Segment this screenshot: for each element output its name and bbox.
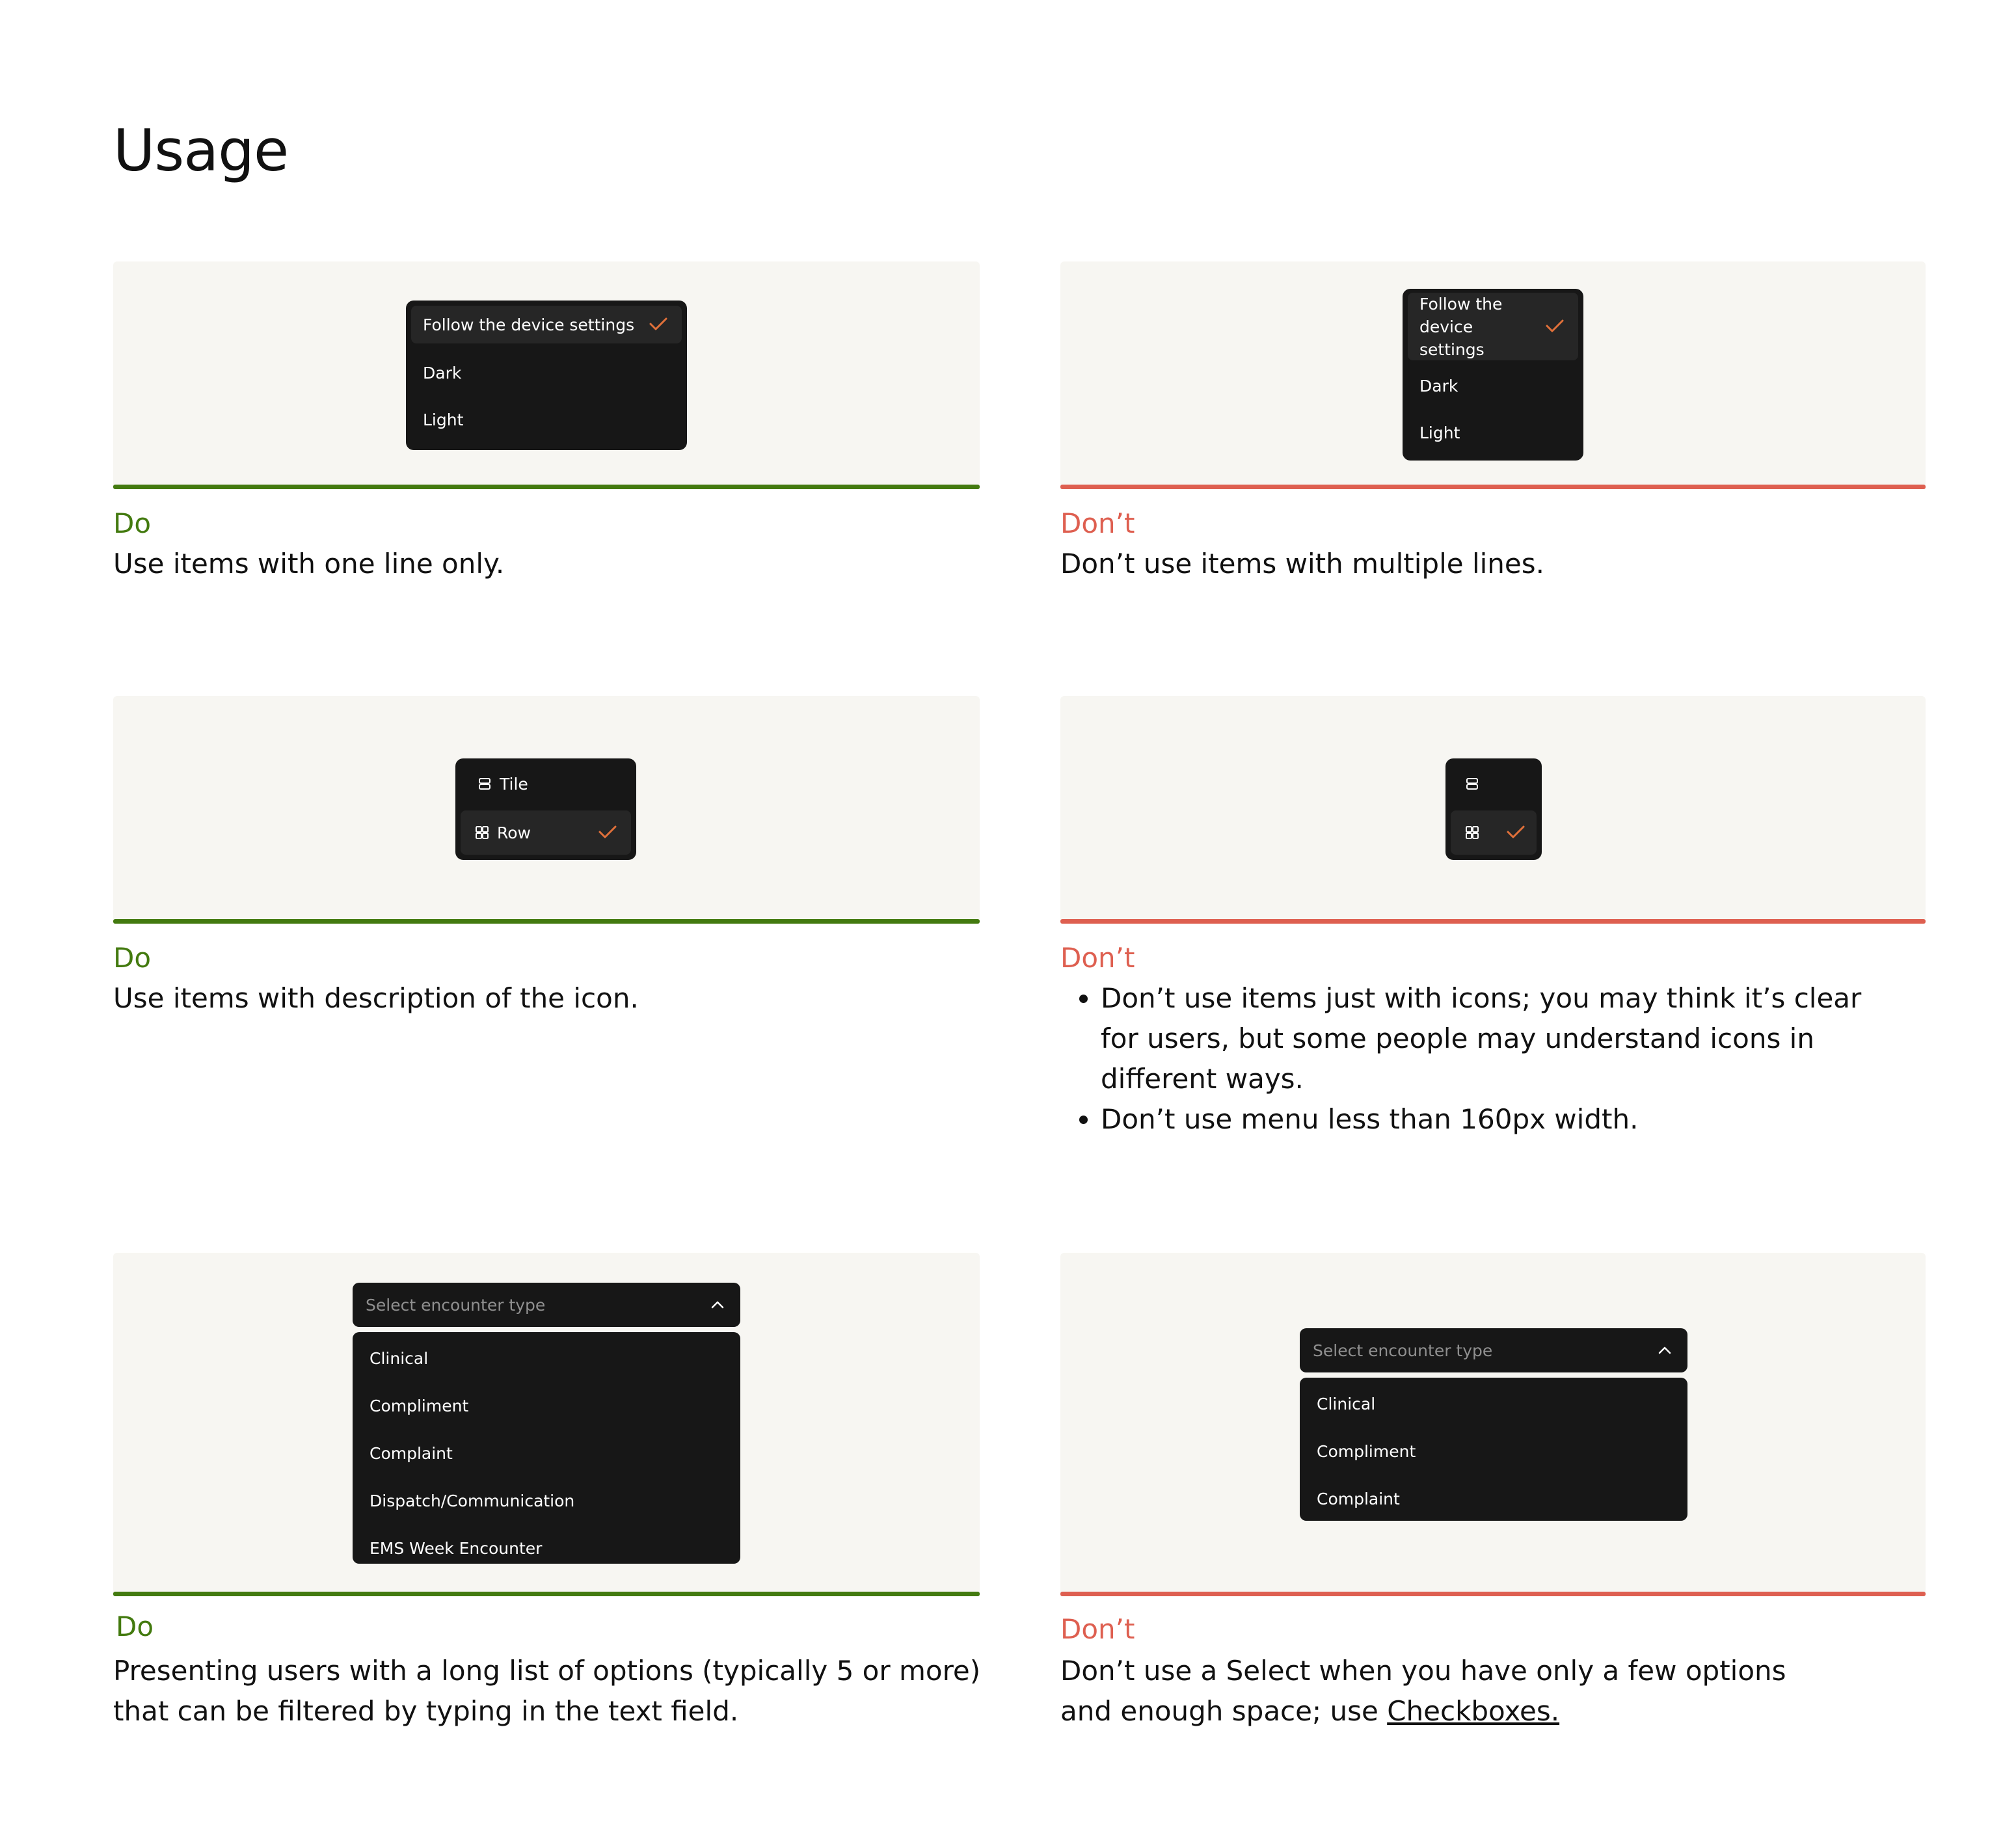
menu-item-line: Follow the: [1419, 294, 1503, 314]
option-compliment[interactable]: Compliment: [370, 1397, 469, 1415]
menu-item-label: Light: [423, 410, 464, 429]
menu-item-label: [1419, 293, 1517, 361]
example-panel-dont-multi-line: [1060, 261, 1926, 489]
guideline-bullet: • Don’t use items just with icons; you may think it’s clear for users, but some people may understand icons in different ways.: [1101, 978, 1867, 1099]
verdict-label: Do: [116, 1611, 154, 1642]
page-title: Usage: [113, 117, 289, 184]
guideline-text: Presenting users with a long list of options (typically 5 or more) that can be filtered by typing in the text field.: [113, 1655, 981, 1727]
do-indicator-bar: [113, 919, 980, 924]
encounter-type-options: [1300, 1378, 1687, 1521]
menu-item-label: Dark: [1419, 376, 1458, 395]
option-dispatch-communication[interactable]: Dispatch/Communication: [370, 1492, 575, 1510]
encounter-type-options: [353, 1332, 740, 1564]
menu-icons-only: [1445, 758, 1542, 860]
option-ems-week-encounter[interactable]: EMS Week Encounter: [370, 1539, 543, 1558]
guideline-text-prefix: Don’t use a Select when you have only a few options and enough space; use: [1060, 1655, 1786, 1727]
example-panel-do-long-list: [113, 1253, 980, 1596]
menu-item-tile[interactable]: [1451, 764, 1537, 804]
guideline-text: [1060, 1651, 1841, 1732]
checkboxes-link[interactable]: Checkboxes.: [1387, 1695, 1560, 1727]
verdict-label: Don’t: [1060, 1613, 1135, 1645]
guideline-bullet: • Don’t use menu less than 160px width.: [1101, 1099, 1867, 1140]
guideline-text: Use items with description of the icon.: [113, 982, 639, 1014]
guideline-text: Don’t use items with multiple lines.: [1060, 548, 1544, 580]
menu-item-dark[interactable]: [411, 354, 682, 392]
menu-item-follow-device[interactable]: [411, 306, 682, 343]
menu-one-line: [406, 301, 687, 450]
example-panel-dont-few-options: [1060, 1253, 1926, 1596]
example-panel-do-icon-labels: [113, 696, 980, 924]
menu-item-line: device: [1419, 317, 1473, 336]
encounter-type-select[interactable]: [1300, 1328, 1687, 1372]
chevron-up-icon: [710, 1300, 725, 1309]
menu-item-label: Row: [497, 823, 531, 842]
do-indicator-bar: [113, 485, 980, 489]
select-placeholder: Select encounter type: [1313, 1341, 1493, 1360]
option-clinical[interactable]: Clinical: [1317, 1395, 1376, 1413]
guideline-list: [1060, 978, 1867, 1140]
grid-icon: [475, 825, 489, 840]
verdict-label: Do: [113, 942, 152, 974]
select-placeholder: Select encounter type: [366, 1295, 546, 1315]
verdict-label: Don’t: [1060, 942, 1135, 974]
menu-item-row[interactable]: [1451, 810, 1537, 855]
menu-multi-line: [1403, 289, 1583, 461]
menu-item-light[interactable]: [411, 401, 682, 438]
chevron-up-icon: [1658, 1346, 1672, 1355]
menu-item-follow-device[interactable]: [1408, 293, 1578, 360]
check-icon: [1507, 825, 1525, 839]
tile-icon: [1465, 777, 1479, 791]
menu-item-label: Dark: [423, 363, 462, 382]
option-compliment[interactable]: Compliment: [1317, 1442, 1416, 1461]
guideline-text: Use items with one line only.: [113, 548, 505, 580]
check-icon: [649, 317, 667, 331]
check-icon: [1546, 319, 1564, 333]
menu-item-light[interactable]: [1408, 414, 1578, 451]
menu-item-row[interactable]: [461, 810, 631, 855]
option-complaint[interactable]: Complaint: [1317, 1490, 1400, 1508]
menu-item-label: Follow the device settings: [423, 315, 635, 334]
menu-item-tile[interactable]: [461, 764, 631, 804]
verdict-label: Don’t: [1060, 507, 1135, 539]
menu-item-line: settings: [1419, 340, 1485, 359]
option-complaint[interactable]: Complaint: [370, 1444, 453, 1463]
dont-indicator-bar: [1060, 485, 1926, 489]
example-panel-dont-icons-only: [1060, 696, 1926, 924]
encounter-type-select[interactable]: [353, 1283, 740, 1327]
example-panel-do-one-line: [113, 261, 980, 489]
menu-icon-labels: [455, 758, 636, 860]
grid-icon: [1465, 825, 1479, 840]
menu-item-label: Tile: [500, 774, 528, 794]
do-indicator-bar: [113, 1592, 980, 1596]
check-icon: [598, 825, 617, 839]
menu-item-dark[interactable]: [1408, 367, 1578, 405]
verdict-label: Do: [113, 507, 152, 539]
dont-indicator-bar: [1060, 919, 1926, 924]
menu-item-label: Light: [1419, 423, 1460, 442]
option-clinical[interactable]: Clinical: [370, 1349, 429, 1368]
tile-icon: [477, 777, 492, 791]
dont-indicator-bar: [1060, 1592, 1926, 1596]
